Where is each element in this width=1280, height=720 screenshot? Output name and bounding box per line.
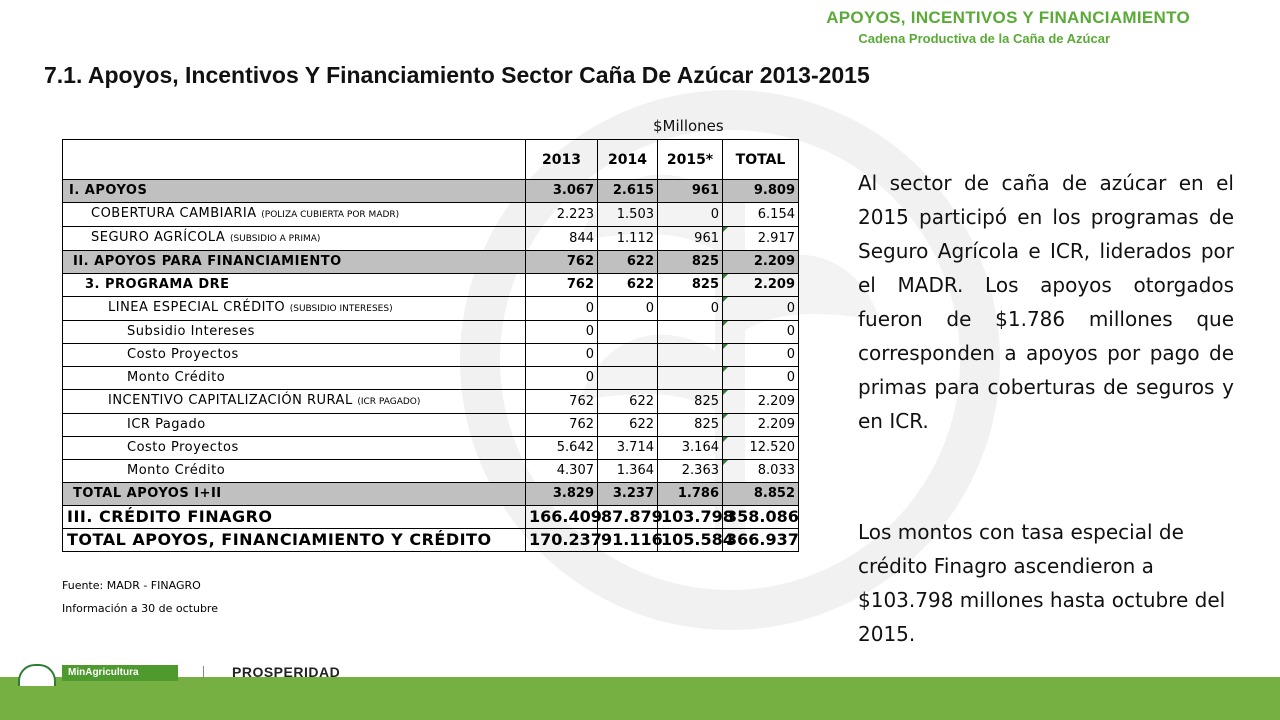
minagricultura-logo: MinAgricultura — [62, 665, 178, 681]
header-cell-2013: 2013 — [526, 140, 598, 180]
value-cell-2015: 0 — [658, 203, 723, 227]
row-label-cell — [63, 483, 526, 506]
summary-paragraph: Al sector de caña de azúcar en el 2015 participó en los programas de Seguro Agrícola e ICR, liderados por el MADR. Los apoyos otorgados fueron de $1.786 millones que corresponden a apoyos por pago de primas para coberturas de seguros y en ICR. — [858, 171, 1234, 433]
row-label-cell — [63, 414, 526, 437]
table-row — [63, 437, 799, 460]
value-cell-total: 2.209 — [723, 251, 799, 274]
header-cell-2014: 2014 — [598, 140, 658, 180]
table-row — [63, 506, 799, 529]
value-cell-total: 2.917 — [723, 227, 799, 251]
value-cell-2015: 1.786 — [658, 483, 723, 506]
value-cell-2014: 87.879 — [598, 506, 658, 529]
value-cell-total: 0 — [723, 321, 799, 344]
value-cell-2013: 0 — [526, 344, 598, 367]
value-cell-2013: 0 — [526, 367, 598, 390]
value-cell-2015: 825 — [658, 390, 723, 414]
row-label: LINEA ESPECIAL CRÉDITO — [108, 300, 290, 315]
row-label: TOTAL APOYOS I+II — [73, 486, 222, 501]
row-label: Subsidio Intereses — [127, 324, 255, 339]
value-cell-2015 — [658, 321, 723, 344]
row-label-cell — [63, 437, 526, 460]
value-cell-2015: 961 — [658, 227, 723, 251]
row-label-cell — [63, 529, 526, 552]
value-cell-2015: 105.584 — [658, 529, 723, 552]
row-label-cell — [63, 297, 526, 321]
footer-bar — [0, 677, 1280, 720]
table-row — [63, 390, 799, 414]
value-cell-2014: 622 — [598, 251, 658, 274]
table-row — [63, 297, 799, 321]
value-cell-2013: 2.223 — [526, 203, 598, 227]
row-label-note: (POLIZA CUBIERTA POR MADR) — [261, 210, 400, 220]
value-cell-2015: 961 — [658, 180, 723, 203]
value-cell-2013: 3.829 — [526, 483, 598, 506]
row-label: Costo Proyectos — [127, 347, 239, 362]
value-cell-2013: 0 — [526, 297, 598, 321]
value-cell-2015: 825 — [658, 251, 723, 274]
table-row — [63, 180, 799, 203]
row-label-cell — [63, 506, 526, 529]
table-row — [63, 321, 799, 344]
row-label-cell — [63, 203, 526, 227]
value-cell-total: 8.033 — [723, 460, 799, 483]
prosperidad-logo: PROSPERIDAD — [232, 664, 341, 680]
value-cell-2014: 91.116 — [598, 529, 658, 552]
value-cell-total: 0 — [723, 367, 799, 390]
table-row — [63, 227, 799, 251]
row-label-note: (SUBSIDIO INTERESES) — [289, 304, 393, 314]
row-label-cell — [63, 390, 526, 414]
value-cell-2014 — [598, 344, 658, 367]
value-cell-2014: 3.237 — [598, 483, 658, 506]
table-info-note: Información a 30 de octubre — [62, 602, 218, 615]
value-cell-total: 358.086 — [723, 506, 799, 529]
table-row — [63, 460, 799, 483]
value-cell-total: 2.209 — [723, 274, 799, 297]
table-row — [63, 483, 799, 506]
value-cell-2013: 166.409 — [526, 506, 598, 529]
value-cell-2013: 762 — [526, 274, 598, 297]
header-cell-label — [63, 140, 526, 180]
header-subtitle: Cadena Productiva de la Caña de Azúcar — [858, 31, 1110, 46]
row-label-cell — [63, 460, 526, 483]
row-label: Costo Proyectos — [127, 440, 239, 455]
row-label-note: (ICR PAGADO) — [357, 397, 421, 407]
value-cell-2015: 2.363 — [658, 460, 723, 483]
value-cell-2015: 0 — [658, 297, 723, 321]
value-cell-2014: 1.364 — [598, 460, 658, 483]
value-cell-2013: 170.237 — [526, 529, 598, 552]
row-label-note: (SUBSIDIO A PRIMA) — [229, 234, 321, 244]
table-row — [63, 274, 799, 297]
value-cell-2013: 3.067 — [526, 180, 598, 203]
header-title: APOYOS, INCENTIVOS Y FINANCIAMIENTO — [826, 8, 1190, 27]
row-label-cell — [63, 251, 526, 274]
value-cell-2014: 622 — [598, 390, 658, 414]
table-source-note: Fuente: MADR - FINAGRO — [62, 579, 201, 592]
table-row — [63, 203, 799, 227]
value-cell-total: 366.937 — [723, 529, 799, 552]
row-label-cell — [63, 321, 526, 344]
row-label-cell — [63, 344, 526, 367]
value-cell-2013: 762 — [526, 251, 598, 274]
value-cell-2015 — [658, 367, 723, 390]
row-label: I. APOYOS — [69, 183, 148, 198]
row-label-cell — [63, 274, 526, 297]
value-cell-total: 0 — [723, 344, 799, 367]
header-cell-2015: 2015* — [658, 140, 723, 180]
table-row — [63, 414, 799, 437]
table-row — [63, 251, 799, 274]
value-cell-2014: 622 — [598, 414, 658, 437]
row-label: TOTAL APOYOS, FINANCIAMIENTO Y CRÉDITO — [67, 530, 492, 549]
table-row — [63, 344, 799, 367]
value-cell-2013: 844 — [526, 227, 598, 251]
row-label: II. APOYOS PARA FINANCIAMIENTO — [73, 254, 342, 269]
table-header-row — [63, 140, 799, 180]
value-cell-2014: 3.714 — [598, 437, 658, 460]
value-cell-2015: 3.164 — [658, 437, 723, 460]
row-label: Monto Crédito — [127, 463, 226, 478]
value-cell-total: 2.209 — [723, 414, 799, 437]
row-label: SEGURO AGRÍCOLA — [91, 230, 230, 245]
value-cell-2014 — [598, 367, 658, 390]
colombia-seal-icon — [18, 664, 56, 686]
row-label: COBERTURA CAMBIARIA — [91, 206, 262, 221]
table-units-label: $Millones — [653, 117, 724, 135]
value-cell-total: 2.209 — [723, 390, 799, 414]
value-cell-2014: 2.615 — [598, 180, 658, 203]
row-label: INCENTIVO CAPITALIZACIÓN RURAL — [108, 393, 358, 408]
value-cell-total: 9.809 — [723, 180, 799, 203]
row-label-cell — [63, 227, 526, 251]
value-cell-2014: 1.112 — [598, 227, 658, 251]
value-cell-2013: 5.642 — [526, 437, 598, 460]
slide-title: 7.1. Apoyos, Incentivos Y Financiamiento Sector Caña De Azúcar 2013-2015 — [44, 62, 870, 88]
value-cell-total: 8.852 — [723, 483, 799, 506]
value-cell-2015: 825 — [658, 414, 723, 437]
value-cell-2015 — [658, 344, 723, 367]
value-cell-2013: 0 — [526, 321, 598, 344]
value-cell-2014: 622 — [598, 274, 658, 297]
table-row — [63, 529, 799, 552]
row-label-cell — [63, 367, 526, 390]
value-cell-2014: 1.503 — [598, 203, 658, 227]
value-cell-total: 0 — [723, 297, 799, 321]
value-cell-2013: 762 — [526, 390, 598, 414]
value-cell-total: 6.154 — [723, 203, 799, 227]
table-row — [63, 367, 799, 390]
row-label: 3. PROGRAMA DRE — [85, 277, 230, 292]
row-label: ICR Pagado — [127, 417, 206, 432]
value-cell-2015: 825 — [658, 274, 723, 297]
value-cell-2014: 0 — [598, 297, 658, 321]
header-cell-total: TOTAL — [723, 140, 799, 180]
value-cell-2014 — [598, 321, 658, 344]
value-cell-2015: 103.798 — [658, 506, 723, 529]
support-financing-table — [62, 139, 799, 552]
finagro-paragraph: Los montos con tasa especial de crédito Finagro ascendieron a $103.798 millones hasta octubre del 2015. — [858, 520, 1226, 646]
value-cell-2013: 762 — [526, 414, 598, 437]
value-cell-total: 12.520 — [723, 437, 799, 460]
value-cell-2013: 4.307 — [526, 460, 598, 483]
logo-divider — [203, 666, 204, 679]
row-label: Monto Crédito — [127, 370, 226, 385]
row-label-cell — [63, 180, 526, 203]
row-label: III. CRÉDITO FINAGRO — [67, 507, 273, 526]
